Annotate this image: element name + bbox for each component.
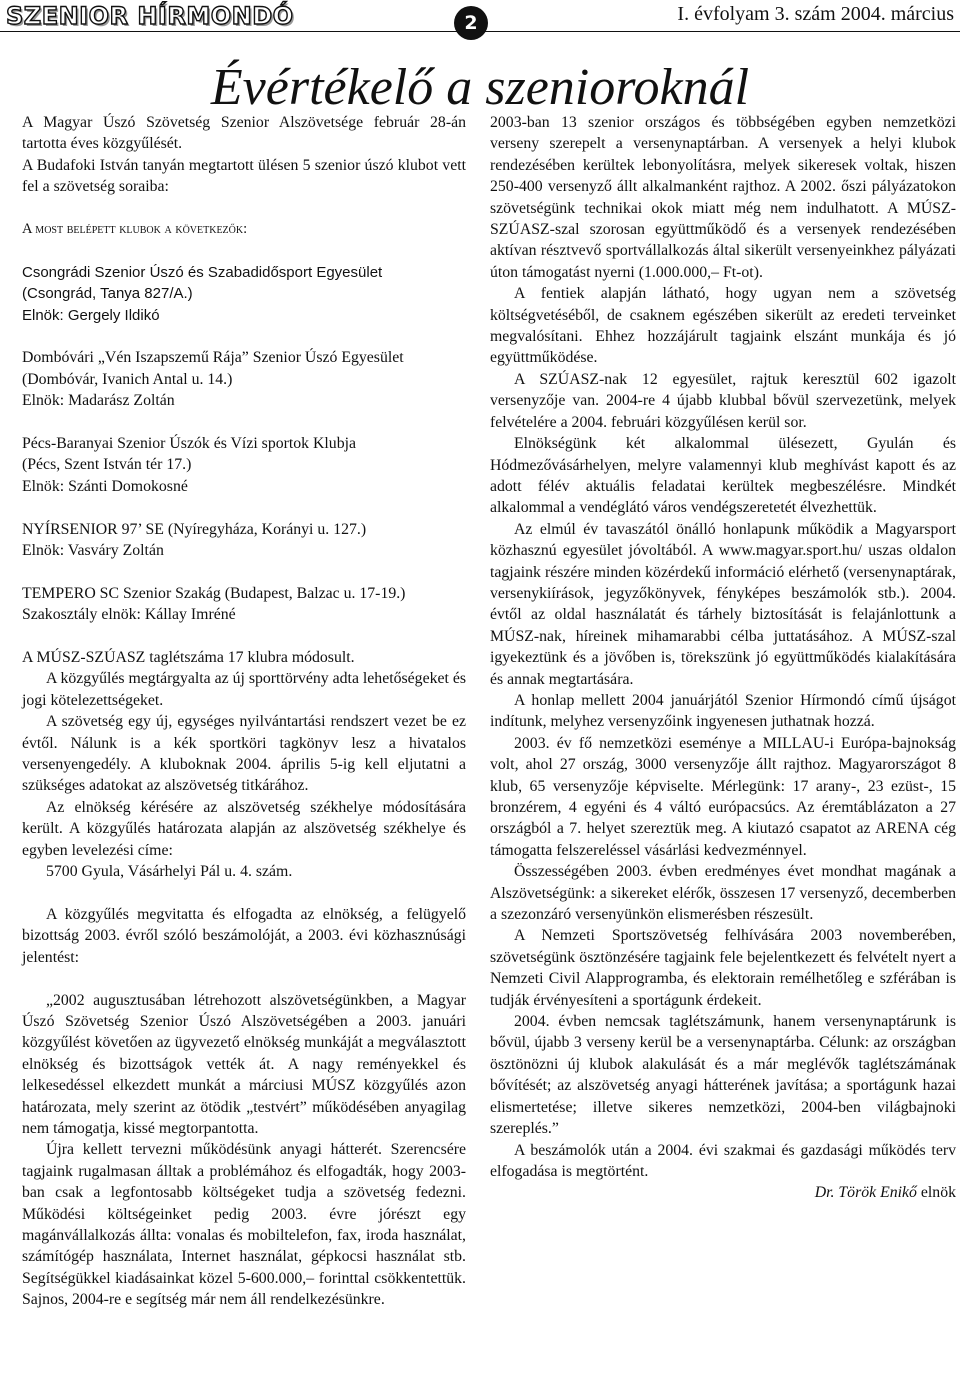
club-entry (22, 347, 466, 411)
quote-paragraph: „2002 augusztusában létrehozott alszövetségünkben, a Magyar Úszó Szövetség Szenior Úszó Alszövetségében a 2003. januári közgyűlést követően az ügyvezető elnökség munkáját a megválasztott elnökség és bizottságok vették át. A nagy reményekkel és lelkesedéssel elkezdett munkát a márciusi MÚSZ közgyűlés azon határozata, mely szerint az ötödik „testvért” működésében anyagilag nem támogatja, kissé megtorpantotta. (22, 991, 466, 1137)
report-paragraph: A közgyűlés megvitatta és elfogadta az elnökség, a felügyelő bizottság 2003. évről szóló beszámolóját, a 2003. évi közhasznúsági jelentést: (22, 905, 466, 966)
club-address: (Csongrád, Tanya 827/A.) (22, 285, 193, 303)
closing-paragraph: A beszámolók után a 2004. évi szakmai és gazdasági működés terv elfogadása is megtörtént. (490, 1141, 956, 1180)
club-name: TEMPERO SC Szenior Szakág (Budapest, Balzac u. 17-19.) (22, 584, 406, 602)
civil-paragraph: A Nemzeti Sportszövetség felhívására 2003 novemberében, szövetségünk ösztönzésére tagjaink fele bejelentkezett és felvételt nyert a Nemzeti Civil Alapprogramba, és elektorain remélhetőleg e szférában is tudják érvényesíteni a sportágunk érdekeit. (490, 927, 956, 1009)
club-name: NYÍRSENIOR 97’ SE (Nyíregyháza, Korányi u. 127.) (22, 520, 367, 538)
championship-paragraph: 2003. év fő nemzetközi eseménye a MILLAU-i Európa-bajnokság volt, ahol 27 ország, 3000 versenyzője állt rajthoz. Magyarországot 8 klub, 65 versenyzője képviselte. Mérlegünk: 17 arany-, 23 ezüst-, 15 bronzérem, 4 egyéni és 4 váltó európacsúcs. Az éremtáblázaton a 27 országból a 7. helyet szereztük meg. A kiutazó csapatot az ARENA cég támogatta felszereléssel vásárlási kedvezménnyel. (490, 734, 956, 859)
budget-paragraph: A fentiek alapján látható, hogy ugyan nem a szövetség költségvetéséből, de csaknem egészében sikerült az eredeti terveinket megvalósítani. Ehhez hozzájárult tagjaink elszánt munkája és jó együttműködése. (490, 285, 956, 367)
club-leader: Elnök: Madarász Zoltán (22, 392, 175, 410)
club-entry (22, 433, 466, 497)
page-header (0, 0, 960, 34)
signature-role: elnök (920, 1184, 956, 1202)
new-clubs-paragraph: A Budafoki István tanyán megtartott ülésen 5 szenior úszó klubot vett fel a szövetség soraiba: (22, 156, 466, 196)
plans-paragraph: 2004. évben nemcsak taglétszámunk, hanem versenynaptárunk is bővül, újabb 3 verseny kerül be a versenynaptárba. Célunk: az országban ösztönözni új klubok alakulását és a már meglévők taglétszámának bővítését; az alszövetség anyagi hátterének javítása; a sportágunk hazai elismertetése; illetve sikeres nemzetközi, 2004-ben világbajnoki szereplés.” (490, 1013, 956, 1138)
club-leader: Szakosztály elnök: Kállay Imréné (22, 606, 236, 624)
signature-name: Dr. Török Enikő (814, 1184, 917, 1202)
seat-paragraph: Az elnökség kérésére az alszövetség székhelye módosítására került. A közgyűlés határozata alapján az alszövetség székhelye és egyben levelezési címe: (22, 798, 466, 859)
summary-paragraph: Összességében 2003. évben eredményes évet mondhat magának a Alszövetségünk: a sikereket elérők, összesen 17 versenyző, decemberben a szezonzáró versenyünkön elismerésben részesült. (490, 863, 956, 924)
club-name: Csongrádi Szenior Úszó és Szabadidősport Egyesület (22, 263, 383, 281)
finance-paragraph: Újra kellett tervezni működésünk anyagi hátterét. Szerencsére tagjaink rugalmasan álltak a problémához és elfogadták, hogy 2003-ban csak a legfontosabb költségeket tudja a szövetség fedezni. Működési költségeinket pedig 2003. évre jórészt egy magánvállalkozás állta: vonalas és mobiltelefon, fax, iroda használat, számítógép használata, Internet használat, gépkocsi használat stb. Segítségükkel kiadásainkat közel 5-600.000,– forinttal csökkentettük. Sajnos, 2004-re e segítség már nem áll rendelkezésünkre. (22, 1141, 466, 1309)
club-leader: Elnök: Vasváry Zoltán (22, 542, 164, 560)
article-title: Évértékelő a szenioroknál (210, 59, 750, 116)
left-column (22, 112, 466, 1311)
board-paragraph: Elnökségünk két alkalommal ülésezett, Gyulán és Hódmezővásárhelyen, melyre valamennyi klub meghívást kapott és az adott félév aktuális feladatai kerültek megbeszélésre. Mindkét alkalommal a vendéglátó város vendégszeretetét élvezhettük. (490, 435, 956, 517)
issue-info: I. évfolyam 3. szám 2004. március (677, 3, 954, 25)
signature (490, 1182, 956, 1203)
clubs-heading: A most belépett klubok a következők: (22, 221, 248, 238)
club-entry (22, 583, 466, 626)
competitions-paragraph: 2003-ban 13 szenior országos és többségében egyben nemzetközi verseny szerepelt a versenynaptárban. A versenyek a helyi klubok rendezésében kerültek lebonyolításra, melyek sikeresek voltak, hiszen 250-400 versenyző állt alkalmanként rajthoz. A 2002. őszi pályázatokon szövetségünk technikai okok miatt még nem indulhatott. A MÚSZ-SZÚASZ-szal szorosan együttműködő és a versenyek rendezésében aktívan résztvevő sportvállalkozás által sikerült versenyeinkhez pályázati úton támogatást nyerni (1.000.000,– Ft-ot). (490, 114, 956, 281)
club-name: Pécs-Baranyai Szenior Úszók és Vízi sportok Klubja (22, 435, 357, 453)
club-name: Dombóvári „Vén Iszapszemű Rája” Szenior Úszó Egyesület (22, 349, 404, 367)
law-paragraph: A közgyűlés megtárgyalta az új sporttörvény adta lehetőségeket és jogi kötelezettségeket. (22, 670, 466, 709)
header-rule (0, 31, 960, 32)
intro-paragraph: A Magyar Úszó Szövetség Szenior Alszövetsége február 28-án tartotta éves közgyűlését. (22, 114, 466, 153)
club-entry (22, 519, 466, 562)
membership-paragraph: A MÚSZ-SZÚASZ taglétszáma 17 klubra módosult. (22, 649, 355, 667)
club-leader: Elnök: Szánti Domokosné (22, 477, 188, 495)
right-column (490, 112, 956, 1204)
members-paragraph: A SZÚASZ-nak 12 egyesület, rajtuk keresztül 602 igazolt versenyzője van. 2004-re 4 újabb klubbal bővül szervezetünk, melyek felvételére a 2004. februári közgyűlésen kerül sor. (490, 370, 956, 431)
address-paragraph: 5700 Gyula, Vásárhelyi Pál u. 4. szám. (46, 863, 293, 881)
club-address: (Dombóvár, Ivanich Antal u. 14.) (22, 370, 233, 388)
club-entry (22, 262, 466, 326)
newspaper-paragraph: A honlap mellett 2004 januárjától Szenior Hírmondó című újságot indítunk, melyhez versenyzőink ingyenesen juthatnak hozzá. (490, 691, 956, 731)
page-number-badge: 2 (454, 6, 488, 40)
registry-paragraph: A szövetség egy új, egységes nyilvántartási rendszert vezet be ez évtől. Nálunk is a kék sportköri tagkönyv lesz a hivatalos versenyengedély. A kluboknak 2004. április 5-ig kell eljutatni a szükséges adatokat az alszövetség titkárához. (22, 713, 466, 795)
masthead-logo: SZENIOR HÍRMONDÓ (6, 2, 294, 30)
club-leader: Elnök: Gergely Ildikó (22, 306, 160, 324)
website-paragraph: Az elmúl év tavaszától önálló honlapunk működik a Magyarsport közhasznú egyesület jóvoltából. A www.magyar.sport.hu/ uszas oldalon tagjaink részére minden közérdekű információ elérhető (versenynaptárak, versenykiírások, jegyzőkönyvek, fényképes beszámolók stb.). 2004. évtől az oldal használatát és tárhely biztosítását is felajánlottunk a MÚSZ-nak, híreinek mihamarabbi célba juttatásához. A MÚSZ-szal igyekeztünk és a jövőben is, törekszünk jó együttműködés kialakítására és annak megtartására. (490, 520, 956, 688)
club-address: (Pécs, Szent István tér 17.) (22, 456, 192, 474)
